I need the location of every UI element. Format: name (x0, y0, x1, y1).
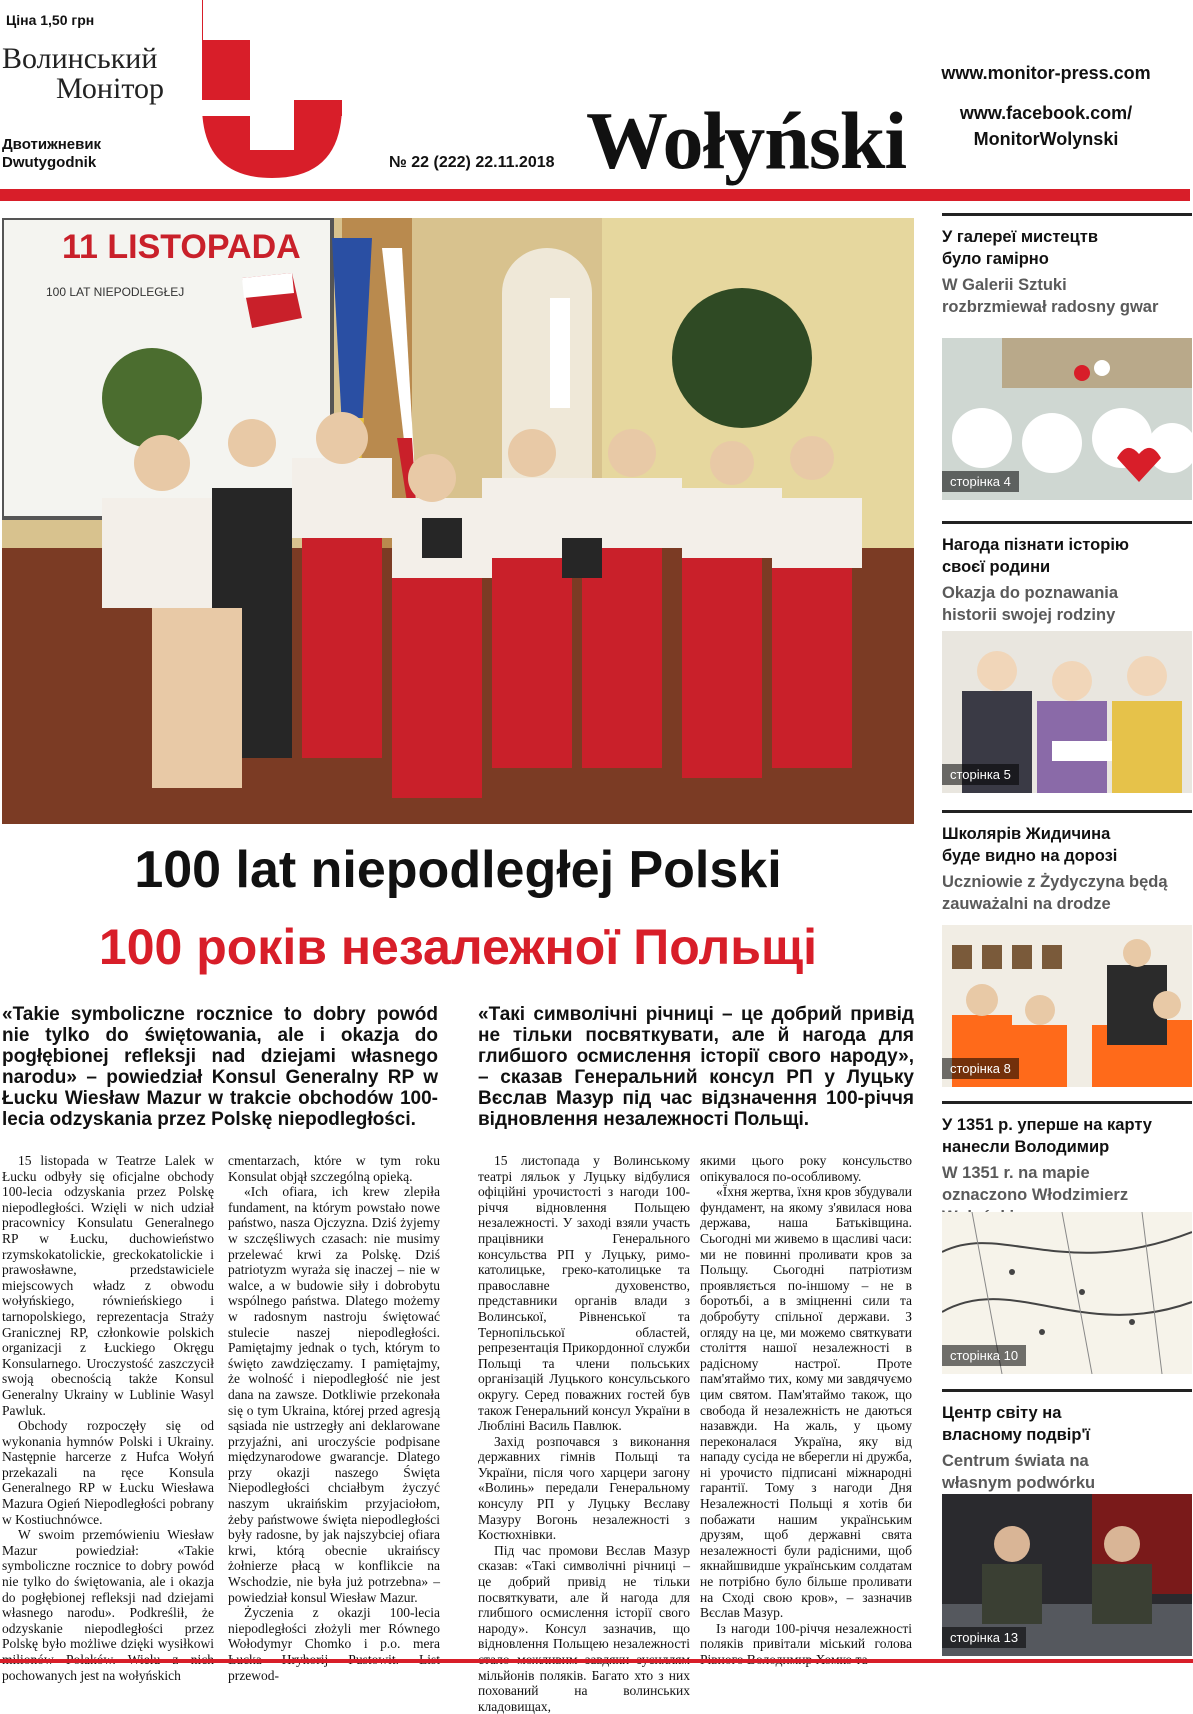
paragraph: 15 листопада у Волинському театрі ляльок у Луцьку відбулися офіційні урочистості з нагоди 100-річчя відновлення Польщею незалежності. У заході взяли участь працівники Генерального консульства РП у Луцьку, римо-католицьке, греко-католицьке та православне духовенство, представники органів влади з Волинської, Рівненської та Тернопільської областей, репрезентація Прикордонної служби Польщі та члени польських організацій Луцького консульського округу. Серед поважних гостей був також Генеральний консул України в Любліні Василь Павлюк. (478, 1153, 690, 1434)
headline-polish: 100 lat niepodległej Polski (134, 841, 782, 899)
sidebar-title-ua: Школярів Жидичина буде видно на дорозі (942, 825, 1118, 865)
photo-banner-title: 11 LISTOPADA (62, 228, 301, 266)
sidebar-title-pl: Uczniowie z Żydyczyna będą zauważalni na drodze (942, 873, 1168, 913)
page-ref-8[interactable]: сторінка 8 (942, 1058, 1019, 1079)
sidebar-photo-gallery[interactable] (942, 338, 1192, 500)
facebook-link-line-2: MonitorWolynski (973, 129, 1119, 149)
sidebar-title-pl: Okazja do poznawania historii swojej rodziny (942, 584, 1119, 624)
sidebar-rule (942, 213, 1192, 216)
red-cross-emblem (202, 0, 342, 182)
sidebar-photo-world-center[interactable] (942, 1494, 1192, 1656)
facebook-link[interactable] (900, 100, 1192, 152)
sidebar-title-pl: Centrum świata na własnym podwórku (942, 1452, 1096, 1492)
photo-banner-subtitle: 100 LAT NIEPODLEGŁEJ (46, 285, 185, 299)
paragraph: Obchody rozpoczęły się od wykonania hymnów Polski i Ukrainy. Następnie harcerze z Hufca Wołyń przekazali na ręce Konsula Generalnego RP w Łucku Wiesława Mazura Ogień Niepodległości pobrany w Kostiuchnówce. (2, 1418, 214, 1527)
paragraph: Życzenia z okazji 100-lecia niepodległości złożyli mer Równego Wołodymyr Chomko i p.o. mera przewod- (228, 1605, 440, 1683)
logo-line-2: Монітор (56, 72, 165, 105)
newspaper-logo (2, 44, 202, 104)
newspaper-title: Wołyński (586, 95, 907, 186)
lead-polish: «Takie symboliczne rocznice to dobry powód nie tylko do świętowania, ale i okazja do pogłębionej refleksji nad dziejami własnego narodu» – powiedział Konsul Generalny RP w Łucku Wiesław Mazur w trakcie obchodów 100-lecia odzyskania przez Polskę niepodległości. (2, 1004, 438, 1130)
article-column-3 (478, 1153, 690, 1714)
frequency-pl: Dwutygodnik (2, 154, 97, 171)
issue-number: № 22 (222) 22.11.2018 (389, 154, 555, 171)
sidebar-rule (942, 1101, 1192, 1104)
paragraph: Під час промови Вєслав Мазур сказав: «Такі символічні річниці – це добрий привід не тільки посвяткувати, але й нагода для глибшого осмислення історії свого народу». Консул зазначив, що відновлення Польщею незалежності мільйонів поляків. Багато хто з них похований на волинських кладовищах, (478, 1542, 690, 1714)
paragraph: «Їхня жертва, їхня кров збудували фундамент, на якому з'явилася нова держава, наша Батьківщина. Сьогодні ми живемо в щасливі часи: ми не повинні проливати кров за Польщу. Сьогодні патріотизм проявляється по-іншому – не в боротьбі, а в зміцненні сили та добробуту спільної держави. З огляду на це, ми можемо святкувати століття нашої незалежності в радісному настрої. Проте пам'ятаймо тих, кому ми завдячуємо цим святом. Пам'ятаймо також, що свобода й незалежність не даються назавжди. На жаль, у цьому переконалася Україна, яку від нападу сусіда не вберегли ні дружба, ні урочисто підписані міжнародні гарантії. Тому з нагоди Дня Незалежності Польщі я хотів би побажати нашим українським друзям, щоб державні свята незалежності були радісними, щоб якнайшвидше українським солдатам не потрібно було більше проливати на Сході свою кров», – зазначив Вєслав Мазур. (700, 1184, 912, 1621)
sidebar-item-family-history[interactable] (942, 521, 1192, 626)
sidebar-photo-family-history[interactable] (942, 631, 1192, 793)
sidebar-rule (942, 810, 1192, 813)
lead-ukrainian: «Такі символічні річниці – це добрий привід не тільки посвяткувати, але й нагода для глибшого осмислення історії свого народу», – сказав Генеральний консул РП у Луцьку Вєслав Мазур під час відзначення 100-річчя відновлення незалежності Польщі. (478, 1004, 914, 1130)
article-column-2 (228, 1153, 440, 1683)
main-photo-choir (2, 218, 914, 824)
page-ref-5[interactable]: сторінка 5 (942, 764, 1019, 785)
price-label: Ціна 1,50 грн (6, 12, 95, 28)
sidebar-title-ua: Центр світу на власному подвір'ї (942, 1404, 1091, 1444)
sidebar-rule (942, 521, 1192, 524)
sidebar-rule (942, 1389, 1192, 1392)
page-ref-10[interactable]: сторінка 10 (942, 1345, 1026, 1366)
paragraph: Із нагоди 100-річчя незалежності поляків привітали міський голова (700, 1620, 912, 1652)
sidebar-item-world-center[interactable] (942, 1389, 1192, 1494)
sidebar-item-zhydychyn-pupils[interactable] (942, 810, 1192, 915)
sidebar-title-pl: W Galerii Sztuki rozbrzmiewał radosny gwar (942, 276, 1159, 316)
sidebar-photo-map[interactable] (942, 1212, 1192, 1374)
masthead-divider (0, 189, 1190, 201)
website-link[interactable]: www.monitor-press.com (941, 63, 1151, 83)
headline-ukrainian: 100 років незалежної Польщі (98, 919, 818, 975)
sidebar-title-ua: Нагода пізнати історію своєї родини (942, 536, 1130, 576)
paragraph: Захід розпочався з виконання державних гімнів Польщі та України, після чого харцери загону «Волинь» передали Генеральному консулу РП у Луцьку Вєславу Мазуру Вогонь незалежності з Костюхнівки. (478, 1433, 690, 1543)
paragraph: «Ich ofiara, ich krew zlepiła fundament, na którym powstało nowe państwo, nasza Ojczyzna. Dziś żyjemy w szczęśliwych czasach: nie musimy przelewać krwi za Polskę. Dziś patriotyzm wyraża się inaczej – nie w walce, a w budowie siły i dobrobytu wspólnego państwa. Dlatego możemy w radosnym nastroju świętować stulecie naszej niepodległości. Pamiętajmy jednak o tych, którym to święto zawdzięczamy. I pamiętajmy, że wolność i niepodległość nie jest dana na zawsze. Dotkliwie przekonała się o tym Ukraina, której przed agresją sąsiada nie ustrzegły ani deklarowane przyjaźni, ani uroczyście podpisane międzynarodowe gwarancje. Dlatego przy okazji naszego Święta Niepodległości chciałbym życzyć naszym ukraińskim przyjaciołom, żeby państwowe święta niepodległości były radosne, by jak najszybciej ofiara krwi, którą obecnie ukraińscy żołnierze płacą w konflikcie na Wschodzie, nie była już potrzebna» – powiedział konsul Wiesław Mazur. (228, 1184, 440, 1605)
frequency-ua: Двотижневик (2, 136, 102, 153)
paragraph: 15 listopada w Teatrze Lalek w Łucku odbyły się oficjalne obchody 100-lecia odzyskania przez Polskę niepodległości. Wzięli w nich udział pracownicy Konsulatu Generalnego RP w Łucku, duchowieństwo rzymskokatolickie, greckokatolickie i prawosławne, przedstawiciele miejscowych władz z obwodu wołyńskiego, równieńskiego i tarnopolskiego, reprezentacja Straży Granicznej RP, członkowie polskich organizacji z Łuckiego Okręgu Konsularnego. Uroczystość zaszczycił swoją obecnością także Konsul Generalny Ukrainy w Lublinie Wasyl Pawluk. (2, 1153, 214, 1418)
facebook-link-line-1: www.facebook.com/ (959, 103, 1133, 123)
web-links (900, 60, 1192, 152)
sidebar-photo-pupils[interactable] (942, 925, 1192, 1087)
sidebar-item-map-1351[interactable] (942, 1101, 1192, 1228)
article-column-4 (700, 1153, 912, 1668)
page-ref-4[interactable]: сторінка 4 (942, 471, 1019, 492)
paragraph: якими цього року консульство опікувалося по-особливому. (700, 1153, 912, 1184)
sidebar-title-ua: У 1351 р. уперше на карту нанесли Володимир (942, 1116, 1152, 1156)
article-column-1 (2, 1153, 214, 1683)
sidebar-title-pl: W 1351 r. na mapie oznaczono Włodzimierz (942, 1164, 1129, 1204)
page-ref-13[interactable]: сторінка 13 (942, 1627, 1026, 1648)
paragraph: W swoim przemówieniu Wiesław Mazur powiedział: «Takie symboliczne rocznice to dobry powód nie tylko do świętowania, ale i okazja do pogłębionej refleksji nad dziejami własnego narodu». Podkreślił, że odzyskanie niepodległości przez Polskę było możliwe dzięki wysiłkowi pochowanych jest na wołyńskich (2, 1527, 214, 1683)
logo-line-1: Волинський (2, 42, 158, 75)
sidebar-title-ua: У галереї мистецтв було гамірно (942, 228, 1098, 268)
frequency-label (2, 136, 101, 172)
paragraph: cmentarzach, które w tym roku Konsulat objął szczególną opieką. (228, 1153, 440, 1184)
sidebar-item-gallery[interactable] (942, 213, 1192, 318)
footer-divider (0, 1659, 1193, 1663)
